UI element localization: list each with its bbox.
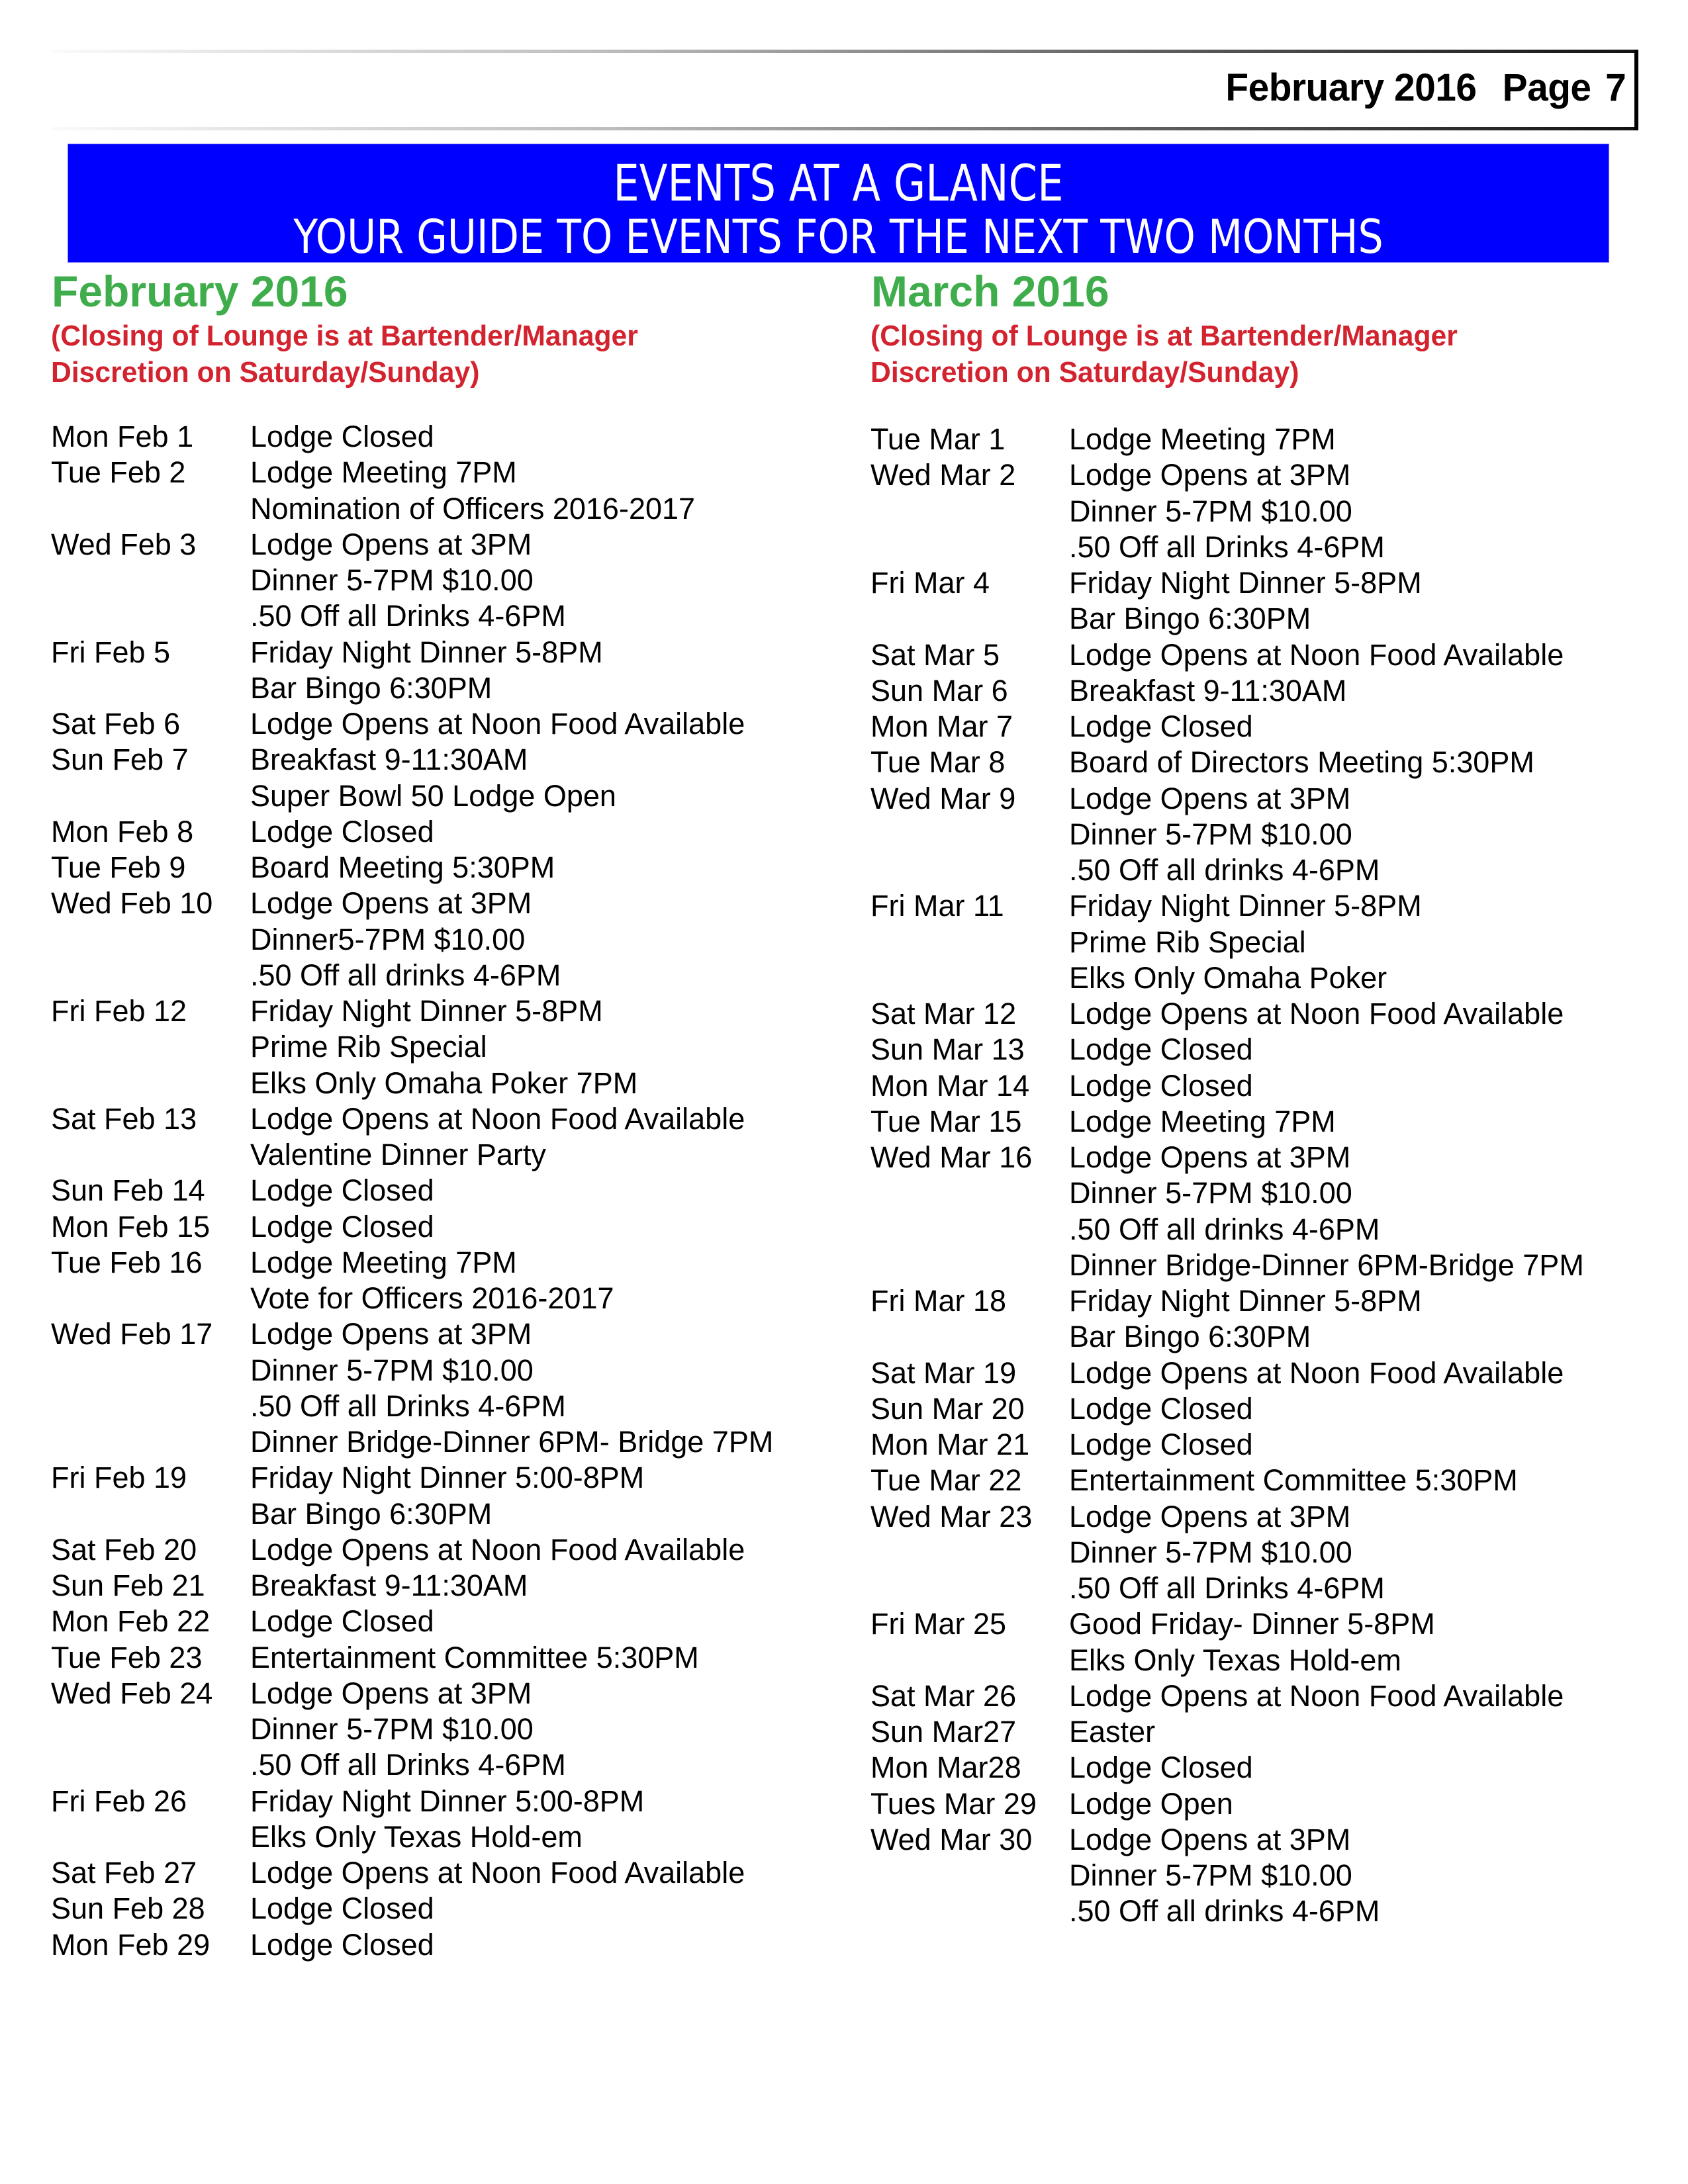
event-row: [51, 1676, 832, 1711]
event-date: Sun Mar 20: [870, 1391, 1025, 1426]
event-date: Fri Mar 11: [870, 889, 1004, 923]
event-description: .50 Off all Drinks 4-6PM: [250, 1748, 566, 1782]
event-row: [870, 1750, 1652, 1786]
event-row: [870, 1570, 1652, 1606]
event-row: [870, 888, 1652, 924]
event-description: Elks Only Omaha Poker: [1069, 960, 1387, 995]
event-date: Sun Mar 6: [870, 673, 1008, 707]
event-description: Entertainment Committee 5:30PM: [1069, 1463, 1518, 1498]
event-description: Lodge Opens at Noon Food Available: [1069, 1355, 1564, 1390]
event-description: Lodge Opens at Noon Food Available: [250, 707, 745, 741]
event-row: [51, 1101, 832, 1137]
event-description: Lodge Opens at Noon Food Available: [1069, 637, 1564, 672]
event-row: [51, 1891, 832, 1927]
event-row: [51, 419, 832, 455]
event-description: Lodge Meeting 7PM: [1069, 1104, 1336, 1138]
event-row: [870, 1175, 1652, 1211]
event-date: Wed Mar 9: [870, 781, 1016, 815]
event-date: Wed Feb 3: [51, 527, 197, 561]
event-description: Lodge Closed: [250, 1927, 434, 1962]
month-title: March 2016: [871, 267, 1109, 316]
event-description: Bar Bingo 6:30PM: [1069, 1320, 1311, 1354]
header-rule-right: [1634, 50, 1638, 130]
event-date: Tue Feb 2: [51, 455, 186, 490]
event-row: [51, 1281, 832, 1316]
event-description: Dinner 5-7PM $10.00: [1069, 1176, 1352, 1210]
event-date: Mon Mar 7: [870, 709, 1013, 743]
event-description: Lodge Closed: [1069, 1068, 1253, 1103]
lounge-note-line-2: Discretion on Saturday/Sunday): [51, 356, 480, 388]
event-row: [51, 1460, 832, 1496]
event-description: Friday Night Dinner 5-8PM: [250, 994, 603, 1028]
event-description: .50 Off all drinks 4-6PM: [250, 958, 561, 992]
event-date: Sat Feb 6: [51, 707, 181, 741]
event-description: Vote for Officers 2016-2017: [250, 1281, 614, 1315]
event-description: Lodge Closed: [250, 1209, 434, 1244]
page-header: [1225, 66, 1626, 110]
event-row: [51, 1029, 832, 1065]
event-row: [51, 670, 832, 706]
event-date: Mon Feb 29: [51, 1927, 211, 1962]
event-description: .50 Off all Drinks 4-6PM: [250, 599, 566, 633]
event-description: Lodge Opens at Noon Food Available: [1069, 1678, 1564, 1713]
event-date: Sun Feb 21: [51, 1569, 205, 1602]
event-row: [51, 598, 832, 634]
event-row: [51, 922, 832, 958]
event-description: Breakfast 9-11:30AM: [1069, 673, 1347, 707]
event-description: .50 Off all drinks 4-6PM: [1069, 853, 1380, 887]
event-description: Friday Night Dinner 5-8PM: [1069, 566, 1422, 600]
event-description: Friday Night Dinner 5:00-8PM: [250, 1784, 645, 1818]
event-row: [51, 1747, 832, 1783]
event-description: Dinner 5-7PM $10.00: [250, 563, 534, 597]
event-date: Wed Feb 24: [51, 1676, 213, 1710]
event-description: Lodge Opens at 3PM: [250, 1676, 532, 1710]
event-row: [870, 422, 1652, 457]
event-row: [51, 1388, 832, 1424]
event-row: [51, 814, 832, 850]
event-date: Mon Feb 22: [51, 1604, 211, 1639]
event-row: [870, 601, 1652, 637]
event-description: Lodge Meeting 7PM: [250, 1245, 517, 1279]
event-row: [51, 1784, 832, 1819]
event-row: [51, 1066, 832, 1101]
event-list: [51, 419, 832, 1963]
event-date: Sun Feb 7: [51, 743, 189, 777]
month-column-march: [870, 265, 1652, 1929]
event-row: [870, 925, 1652, 960]
event-row: [51, 1209, 832, 1245]
lounge-note-line-2: Discretion on Saturday/Sunday): [870, 356, 1299, 388]
event-description: Nomination of Officers 2016-2017: [250, 491, 696, 525]
lounge-note-line-1: (Closing of Lounge is at Bartender/Manager: [870, 320, 1458, 352]
event-description: Lodge Opens at Noon Food Available: [1069, 997, 1564, 1030]
event-date: Fri Feb 5: [51, 635, 171, 669]
event-row: [51, 1568, 832, 1604]
event-date: Sat Mar 26: [870, 1678, 1017, 1713]
event-row: [870, 1786, 1652, 1822]
lounge-note-line-1: (Closing of Lounge is at Bartender/Manager: [51, 320, 638, 352]
event-date: Tue Feb 9: [51, 850, 186, 884]
event-row: [51, 1855, 832, 1891]
event-description: Friday Night Dinner 5-8PM: [1069, 1284, 1422, 1318]
event-description: Lodge Opens at 3PM: [250, 527, 532, 561]
event-row: [870, 1893, 1652, 1929]
event-date: Wed Mar 23: [870, 1499, 1033, 1533]
event-row: [51, 635, 832, 670]
event-row: [870, 637, 1652, 673]
event-description: Lodge Opens at 3PM: [1069, 1140, 1351, 1174]
event-description: Super Bowl 50 Lodge Open: [250, 778, 616, 813]
event-date: Sun Mar 13: [870, 1032, 1025, 1067]
event-description: Prime Rib Special: [250, 1030, 487, 1064]
event-date: Wed Mar 2: [870, 458, 1016, 492]
event-date: Tue Mar 15: [870, 1104, 1022, 1138]
event-description: Dinner 5-7PM $10.00: [1069, 1858, 1352, 1892]
event-description: .50 Off all Drinks 4-6PM: [1069, 1571, 1385, 1605]
event-description: Friday Night Dinner 5-8PM: [1069, 889, 1422, 923]
event-row: [870, 1248, 1652, 1283]
event-row: [870, 1355, 1652, 1391]
event-date: Sat Feb 13: [51, 1101, 197, 1136]
event-date: Sun Feb 14: [51, 1173, 205, 1208]
event-description: Easter: [1069, 1715, 1156, 1749]
event-description: Elks Only Omaha Poker 7PM: [250, 1066, 638, 1100]
event-row: [870, 565, 1652, 601]
event-date: Sat Mar 19: [870, 1355, 1017, 1390]
header-rule-top: [52, 50, 1638, 53]
event-description: Bar Bingo 6:30PM: [250, 1496, 492, 1531]
event-row: [51, 563, 832, 598]
event-description: .50 Off all drinks 4-6PM: [1069, 1212, 1380, 1246]
event-row: [51, 1173, 832, 1208]
event-row: [870, 745, 1652, 780]
event-row: [51, 1532, 832, 1568]
event-date: Tue Feb 16: [51, 1245, 203, 1279]
event-description: Entertainment Committee 5:30PM: [250, 1640, 699, 1674]
event-date: Fri Feb 12: [51, 994, 187, 1028]
event-date: Tue Mar 1: [870, 422, 1006, 456]
event-description: Elks Only Texas Hold-em: [1069, 1643, 1401, 1677]
event-date: Tues Mar 29: [870, 1786, 1037, 1821]
event-date: Fri Feb 19: [51, 1461, 187, 1495]
event-description: Lodge Opens at 3PM: [1069, 458, 1351, 492]
event-description: Lodge Opens at 3PM: [1069, 1499, 1351, 1533]
event-description: Breakfast 9-11:30AM: [250, 743, 528, 777]
event-list: [870, 422, 1652, 1930]
event-row: [870, 1212, 1652, 1248]
event-row: [51, 958, 832, 993]
month-column-february: [51, 265, 832, 1962]
event-row: [51, 1316, 832, 1352]
event-description: Dinner5-7PM $10.00: [250, 922, 526, 956]
event-row: [51, 1353, 832, 1388]
event-date: Sat Feb 20: [51, 1532, 197, 1567]
event-description: Dinner Bridge-Dinner 6PM-Bridge 7PM: [1069, 1248, 1584, 1282]
event-row: [870, 1068, 1652, 1104]
event-description: Lodge Opens at 3PM: [250, 886, 532, 921]
month-title: February 2016: [52, 267, 348, 316]
event-row: [870, 960, 1652, 996]
event-description: Prime Rib Special: [1069, 925, 1306, 959]
event-date: Wed Feb 17: [51, 1317, 213, 1351]
event-description: Friday Night Dinner 5-8PM: [250, 635, 603, 669]
event-date: Tue Mar 22: [870, 1463, 1022, 1498]
events-banner: [68, 144, 1609, 263]
event-description: Dinner 5-7PM $10.00: [1069, 817, 1352, 851]
event-date: Wed Mar 16: [870, 1140, 1033, 1174]
event-row: [870, 1104, 1652, 1140]
event-date: Sun Mar27: [870, 1715, 1017, 1749]
event-description: Lodge Closed: [250, 1604, 434, 1639]
event-row: [51, 778, 832, 814]
event-description: Dinner 5-7PM $10.00: [250, 1353, 534, 1387]
event-date: Mon Mar 21: [870, 1428, 1030, 1461]
event-row: [870, 1391, 1652, 1427]
event-description: .50 Off all Drinks 4-6PM: [250, 1388, 566, 1423]
event-description: Lodge Closed: [1069, 709, 1253, 743]
event-row: [870, 1678, 1652, 1714]
event-description: Lodge Meeting 7PM: [1069, 422, 1336, 456]
banner-title: EVENTS AT A GLANCE: [613, 154, 1064, 212]
event-date: Mon Mar 14: [870, 1068, 1030, 1103]
event-row: [870, 1858, 1652, 1893]
event-row: [870, 1643, 1652, 1678]
event-date: Mon Feb 15: [51, 1209, 211, 1244]
event-row: [51, 1927, 832, 1963]
event-description: Lodge Closed: [250, 814, 434, 848]
event-row: [870, 1463, 1652, 1498]
event-description: Good Friday- Dinner 5-8PM: [1069, 1607, 1435, 1641]
event-description: Lodge Closed: [1069, 1391, 1253, 1426]
page-label: Page: [1502, 66, 1591, 109]
event-date: Sat Feb 27: [51, 1856, 197, 1889]
event-description: Dinner 5-7PM $10.00: [1069, 494, 1352, 528]
event-date: Mon Feb 1: [51, 420, 194, 453]
event-description: Elks Only Texas Hold-em: [250, 1819, 583, 1854]
event-row: [870, 1427, 1652, 1463]
event-description: Lodge Closed: [250, 1891, 434, 1926]
event-date: Mon Feb 8: [51, 814, 194, 848]
event-row: [51, 1640, 832, 1676]
event-date: Fri Mar 4: [870, 566, 990, 600]
event-description: Lodge Opens at Noon Food Available: [250, 1532, 745, 1567]
event-description: Lodge Closed: [250, 1173, 434, 1208]
event-row: [51, 1819, 832, 1855]
event-description: Lodge Open: [1069, 1786, 1233, 1821]
event-row: [51, 850, 832, 886]
event-date: Mon Mar28: [870, 1751, 1021, 1785]
event-description: Board of Directors Meeting 5:30PM: [1069, 745, 1534, 780]
event-date: Sat Mar 12: [870, 997, 1017, 1030]
event-row: [870, 1535, 1652, 1570]
event-row: [51, 527, 832, 563]
event-description: Lodge Meeting 7PM: [250, 455, 517, 490]
event-row: [51, 886, 832, 921]
event-description: Dinner 5-7PM $10.00: [250, 1712, 534, 1746]
event-row: [870, 852, 1652, 888]
event-row: [870, 457, 1652, 493]
event-row: [870, 1606, 1652, 1642]
event-description: Lodge Closed: [1069, 1032, 1253, 1067]
event-date: Fri Mar 25: [870, 1607, 1007, 1641]
event-row: [870, 781, 1652, 817]
event-description: Breakfast 9-11:30AM: [250, 1569, 528, 1602]
event-description: Board Meeting 5:30PM: [250, 850, 555, 884]
event-date: Tue Feb 23: [51, 1640, 203, 1674]
event-description: Dinner 5-7PM $10.00: [1069, 1535, 1352, 1569]
event-description: .50 Off all Drinks 4-6PM: [1069, 529, 1385, 564]
page-number: 7: [1605, 66, 1626, 109]
event-row: [51, 1424, 832, 1460]
event-description: Lodge Opens at Noon Food Available: [250, 1101, 745, 1136]
event-description: Bar Bingo 6:30PM: [1069, 602, 1311, 636]
event-date: Wed Mar 30: [870, 1822, 1033, 1856]
event-row: [51, 1711, 832, 1747]
event-description: Valentine Dinner Party: [250, 1138, 546, 1171]
event-date: Wed Feb 10: [51, 886, 213, 921]
event-date: Fri Mar 18: [870, 1284, 1007, 1318]
event-row: [870, 1283, 1652, 1319]
event-row: [870, 709, 1652, 745]
event-row: [51, 742, 832, 778]
issue-date: February 2016: [1225, 66, 1477, 109]
header-rule-bottom: [52, 127, 1638, 130]
event-description: .50 Off all drinks 4-6PM: [1069, 1894, 1380, 1929]
event-row: [870, 1714, 1652, 1750]
event-row: [51, 491, 832, 527]
event-row: [870, 1140, 1652, 1175]
event-description: Lodge Opens at Noon Food Available: [250, 1856, 745, 1889]
event-description: Lodge Closed: [1069, 1751, 1253, 1785]
event-date: Tue Mar 8: [870, 745, 1006, 780]
event-description: Bar Bingo 6:30PM: [250, 670, 492, 705]
event-date: Fri Feb 26: [51, 1784, 187, 1818]
event-date: Sat Mar 5: [870, 637, 1000, 672]
event-row: [870, 817, 1652, 852]
event-description: Lodge Opens at 3PM: [250, 1317, 532, 1351]
event-row: [870, 673, 1652, 709]
event-description: Lodge Opens at 3PM: [1069, 781, 1351, 815]
event-description: Dinner Bridge-Dinner 6PM- Bridge 7PM: [250, 1425, 774, 1459]
event-row: [51, 1245, 832, 1281]
event-row: [870, 1032, 1652, 1068]
event-row: [51, 1604, 832, 1639]
event-row: [870, 1319, 1652, 1355]
event-row: [51, 706, 832, 742]
event-row: [870, 494, 1652, 529]
event-row: [51, 455, 832, 490]
event-description: Lodge Opens at 3PM: [1069, 1822, 1351, 1856]
event-row: [870, 1822, 1652, 1858]
event-description: Lodge Closed: [250, 420, 434, 453]
event-row: [51, 1496, 832, 1532]
event-date: Sun Feb 28: [51, 1891, 205, 1926]
banner-subtitle: YOUR GUIDE TO EVENTS FOR THE NEXT TWO MONTHS: [293, 210, 1383, 264]
event-row: [870, 996, 1652, 1032]
event-row: [51, 993, 832, 1029]
event-row: [51, 1137, 832, 1173]
event-row: [870, 529, 1652, 565]
event-description: Friday Night Dinner 5:00-8PM: [250, 1461, 645, 1495]
event-description: Lodge Closed: [1069, 1428, 1253, 1461]
event-row: [870, 1499, 1652, 1535]
